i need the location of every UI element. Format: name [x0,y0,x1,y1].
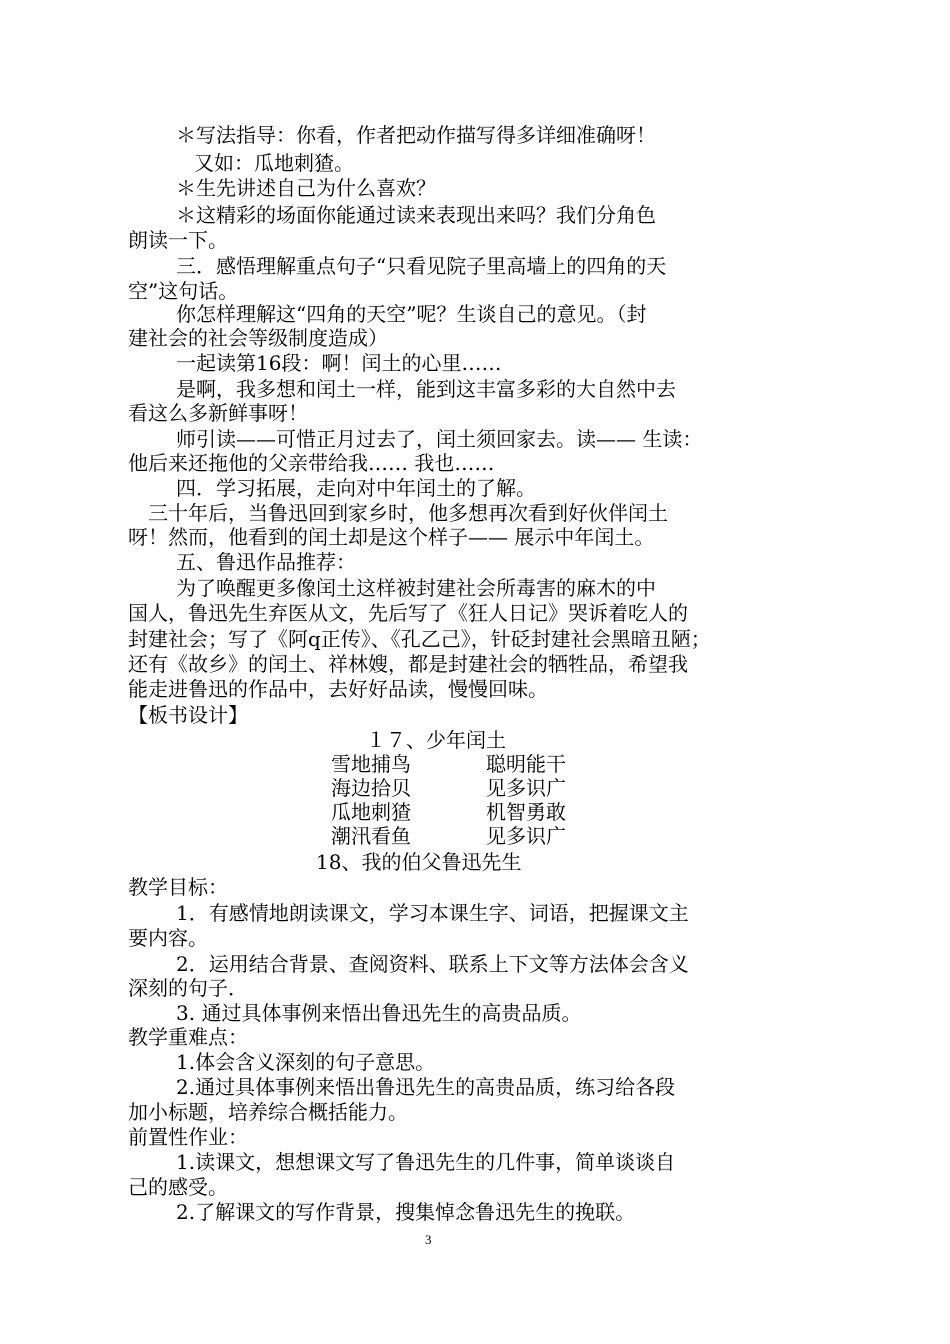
goal-1-line-cont: 要内容。 [128,926,208,950]
teacher-lead-reading-line: 师引读——可惜正月过去了，闰土须回家去。读—— 生读： [176,427,703,451]
key-points-heading: 教学重难点： [128,1025,248,1049]
writing-guidance-line: ＊写法指导：你看，作者把动作描写得多详细准确呀！ [176,123,656,147]
section-five-heading: 五、鲁迅作品推荐： [176,550,356,574]
key-point-1: 1.体会含义深刻的句子意思。 [176,1050,436,1074]
four-corner-sky-question-cont: 建社会的社会等级制度造成） [128,326,388,350]
read-paragraph-16-line: 一起读第16段：啊！闰土的心里…… [176,351,502,375]
example-line: 又如：瓜地刺猹。 [194,151,354,175]
recommendation-line-5: 能走进鲁迅的作品中，去好好品读，慢慢回味。 [128,677,548,701]
thirty-years-line-cont: 呀！然而，他看到的闰土却是这个样子—— 展示中年闰土。 [128,525,655,549]
goals-heading: 教学目标： [128,875,228,899]
page-number: 3 [425,1232,432,1247]
pre-assignment-1: 1.读课文，想想课文写了鲁迅先生的几件事，简单谈谈自 [176,1150,676,1174]
board-cell-left: 雪地捕鸟 [331,752,411,776]
section-three-heading-cont: 空”这句话。 [128,279,239,303]
board-cell-left: 海边拾贝 [331,776,411,800]
recommendation-line-1: 为了唤醒更多像闰土这样被封建社会所毒害的麻木的中 [176,576,656,600]
recommendation-line-2: 国人，鲁迅先生弃医从文，先后写了《狂人日记》哭诉着吃人的 [128,601,688,625]
pre-assignment-1-cont: 己的感受。 [128,1175,228,1199]
teacher-lead-reading-line-cont: 他后来还拖他的父亲带给我…… 我也…… [128,451,495,475]
board-cell-right: 聪明能干 [486,752,566,776]
board-cell-left: 潮汛看鱼 [331,824,411,848]
role-reading-line-cont: 朗读一下。 [128,228,228,252]
board-cell-left: 瓜地刺猹 [331,800,411,824]
nature-wish-line: 是啊，我多想和闰土一样，能到这丰富多彩的大自然中去 [176,377,676,401]
recommendation-line-3: 封建社会；写了《阿q正传》、《孔乙己》，针砭封建社会黑暗丑陋； [128,627,711,651]
goal-2-line-cont: 深刻的句子． [128,976,248,1000]
board-cell-right: 见多识广 [486,824,566,848]
pre-assignment-2: 2.了解课文的写作背景，搜集悼念鲁迅先生的挽联。 [176,1200,636,1224]
thirty-years-line: 三十年后，当鲁迅回到家乡时，他多想再次看到好伙伴闰土 [148,501,668,525]
board-title: １７、少年闰土 [366,728,506,752]
goal-3-line: 3. 通过具体事例来悟出鲁迅先生的高贵品质。 [176,1001,582,1025]
nature-wish-line-cont: 看这么多新鲜事呀！ [128,401,308,425]
goal-1-line: 1．有感情地朗读课文，学习本课生字、词语，把握课文主 [176,901,689,925]
board-design-heading: 【板书设计】 [128,703,248,727]
section-four-heading: 四．学习拓展，走向对中年闰土的了解。 [176,476,536,500]
key-point-2-cont: 加小标题，培养综合概括能力。 [128,1100,408,1124]
key-point-2: 2.通过具体事例来悟出鲁迅先生的高贵品质，练习给各段 [176,1075,676,1099]
pre-assignment-heading: 前置性作业： [128,1125,248,1149]
role-reading-line: ＊这精彩的场面你能通过读来表现出来吗？我们分角色 [176,203,656,227]
board-cell-right: 见多识广 [486,776,566,800]
recommendation-line-4: 还有《故乡》的闰土、祥林嫂，都是封建社会的牺牲品，希望我 [128,652,688,676]
four-corner-sky-question: 你怎样理解这“四角的天空”呢？生谈自己的意见。（封 [176,302,647,326]
lesson-title: 18、我的伯父鲁迅先生 [316,850,522,874]
student-explain-line: ＊生先讲述自己为什么喜欢？ [176,176,436,200]
board-cell-right: 机智勇敢 [486,800,566,824]
section-three-heading: 三．感悟理解重点句子“只看见院子里高墙上的四角的天 [176,254,667,278]
goal-2-line: 2．运用结合背景、查阅资料、联系上下文等方法体会含义 [176,952,689,976]
